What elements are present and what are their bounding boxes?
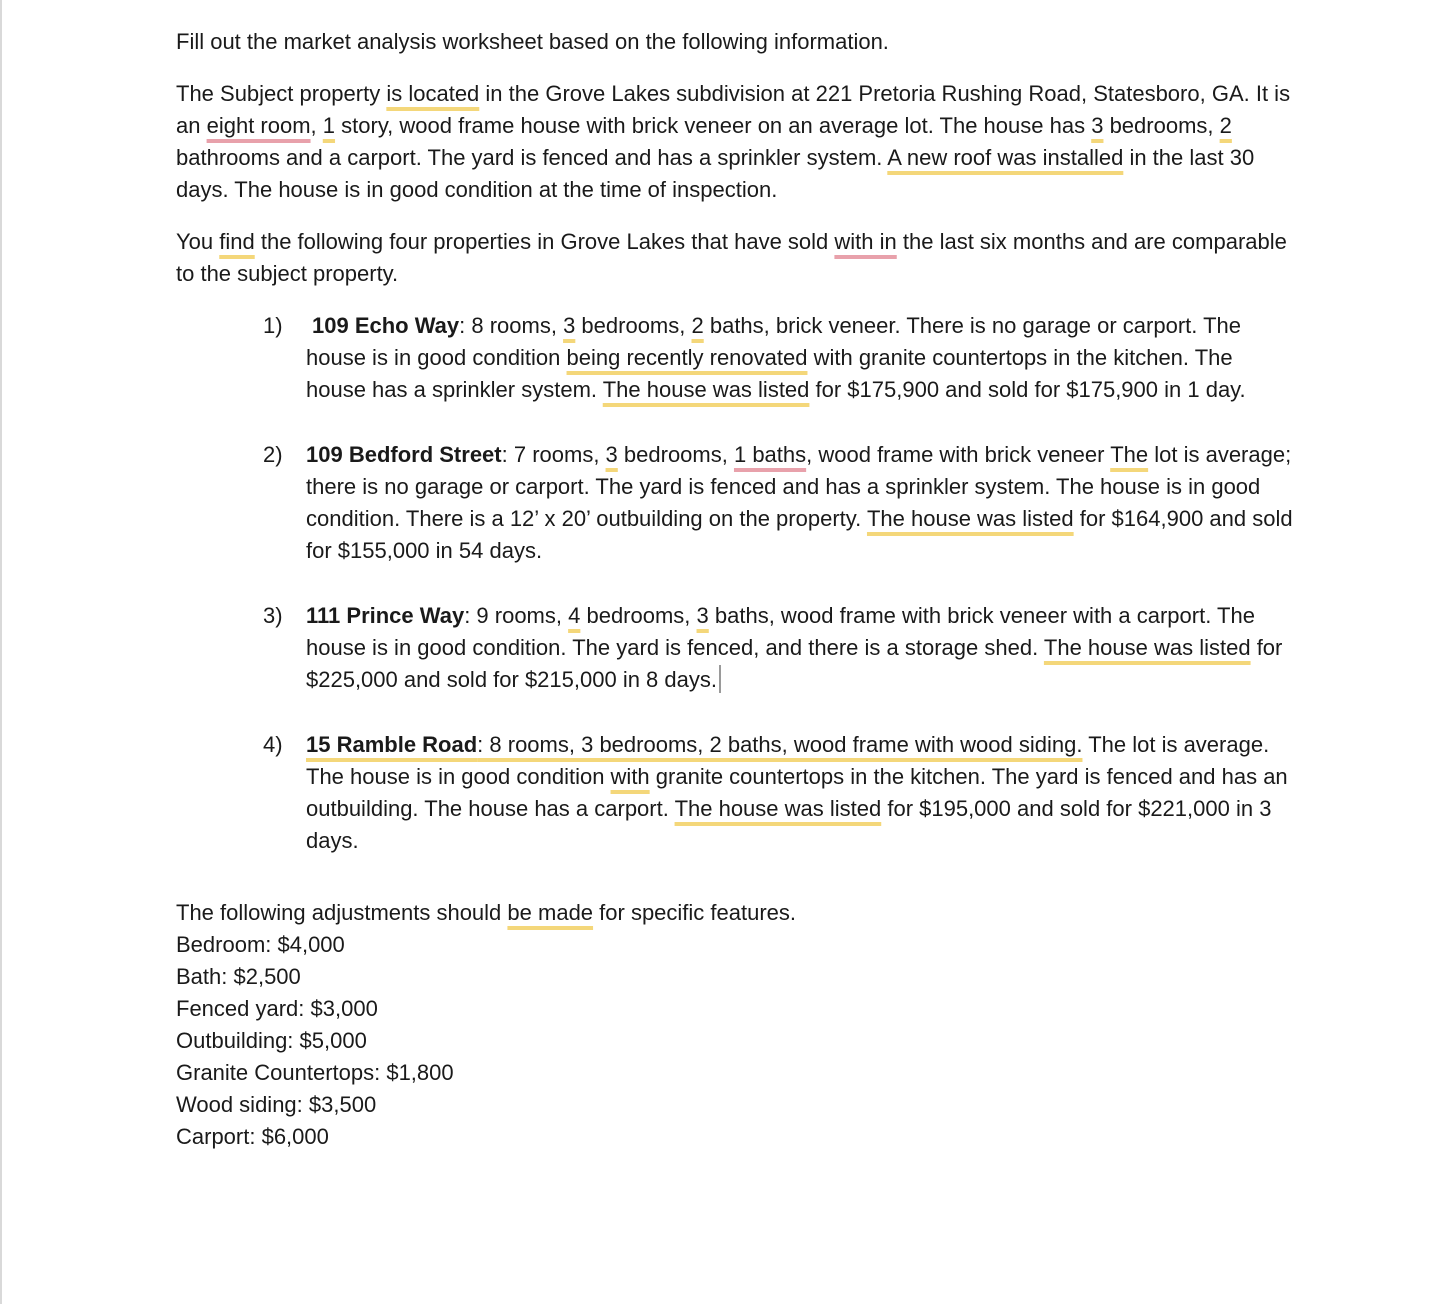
adjustment-wood-siding: Wood siding: $3,500 <box>176 1092 377 1117</box>
grammar-underline[interactable]: 2 <box>691 313 704 338</box>
grammar-underline[interactable]: is located <box>386 81 480 106</box>
grammar-underline[interactable]: The house was listed <box>602 377 810 402</box>
grammar-underline[interactable]: 4 <box>568 603 581 628</box>
grammar-underline[interactable]: A new roof was installed <box>887 145 1124 170</box>
grammar-underline[interactable]: being recently renovated <box>566 345 808 370</box>
spelling-underline[interactable]: 1 baths <box>733 442 807 467</box>
list-item-text: 111 Prince Way: 9 rooms, 4 bedrooms, 3 baths, wood frame with brick veneer with a carport. The house is in good condition. The yard is fenced, and there is a storage shed. The house was listed for $225,000 and sold for $215,000 in 8 days. <box>306 603 1283 692</box>
document-body <box>176 26 1296 1153</box>
grammar-underline[interactable]: 3 <box>696 603 709 628</box>
subject-property-paragraph: The Subject property is located in the Grove Lakes subdivision at 221 Pretoria Rushing Road, Statesboro, GA. It is an eight room, 1 story, wood frame house with brick veneer on an average lot. The house has 3 bedrooms, 2 bathrooms and a carport. The yard is fenced and has a sprinkler system. A new roof was installed in the last 30 days. The house is in good condition at the time of inspection. <box>176 81 1291 202</box>
spelling-underline[interactable]: with in <box>834 229 897 254</box>
adjustment-bedroom: Bedroom: $4,000 <box>176 932 345 957</box>
grammar-underline[interactable]: The house was listed <box>674 796 882 821</box>
grammar-underline[interactable]: 3 <box>563 313 576 338</box>
text-cursor <box>719 665 721 693</box>
grammar-underline[interactable]: 1 <box>322 113 336 138</box>
grammar-underline[interactable]: The house was listed <box>866 506 1074 531</box>
comparables-list <box>263 310 1296 857</box>
adjustment-bath: Bath: $2,500 <box>176 964 301 989</box>
property-address: 15 Ramble Road <box>306 732 478 757</box>
list-number: 4) <box>263 732 283 757</box>
grammar-underline[interactable]: find <box>219 229 255 254</box>
adjustment-granite-countertops: Granite Countertops: $1,800 <box>176 1060 454 1085</box>
list-item <box>263 600 1296 696</box>
grammar-underline[interactable]: The <box>1110 442 1149 467</box>
list-item <box>263 439 1296 567</box>
property-address: 111 Prince Way <box>306 603 465 628</box>
adjustments-intro: The following adjustments should be made for specific features. <box>176 900 797 925</box>
grammar-underline[interactable]: 2 <box>1219 113 1232 138</box>
list-item <box>263 729 1296 857</box>
grammar-underline[interactable]: The house was listed <box>1043 635 1251 660</box>
list-item-text: 15 Ramble Road: 8 rooms, 3 bedrooms, 2 baths, wood frame with wood siding. The lot is average. The house is in good condition with granite countertops in the kitchen. The yard is fenced and has an outbuilding. The house has a carport. The house was listed for $195,000 and sold for $221,000 in 3 days. <box>306 732 1288 853</box>
spelling-underline[interactable]: eight room <box>206 113 311 138</box>
list-item-text: 109 Echo Way: 8 rooms, 3 bedrooms, 2 baths, brick veneer. There is no garage or carport. The house is in good condition being recently renovated with granite countertops in the kitchen. The house has a sprinkler system. The house was listed for $175,900 and sold for $175,900 in 1 day. <box>306 313 1246 402</box>
page-edge <box>0 0 2 1304</box>
grammar-underline[interactable]: be made <box>507 900 594 925</box>
list-item <box>263 310 1296 406</box>
adjustment-carport: Carport: $6,000 <box>176 1124 329 1149</box>
list-number: 3) <box>263 603 283 628</box>
grammar-underline[interactable]: 3 <box>1091 113 1104 138</box>
list-number: 1) <box>263 313 283 338</box>
instruction-paragraph: Fill out the market analysis worksheet based on the following information. <box>176 29 889 54</box>
property-address: 109 Echo Way <box>312 313 460 338</box>
adjustment-outbuilding: Outbuilding: $5,000 <box>176 1028 367 1053</box>
comparables-intro-paragraph: You find the following four properties in Grove Lakes that have sold with in the last six months and are comparable to the subject property. <box>176 229 1287 286</box>
adjustments-section <box>176 897 1296 1153</box>
list-number: 2) <box>263 442 283 467</box>
adjustment-fenced-yard: Fenced yard: $3,000 <box>176 996 378 1021</box>
grammar-underline[interactable]: with <box>610 764 650 789</box>
grammar-underline[interactable]: 3 <box>605 442 618 467</box>
property-address: 109 Bedford Street <box>306 442 502 467</box>
grammar-underline[interactable]: 15 Ramble Road: 8 rooms, 3 bedrooms, 2 baths, wood frame with wood siding. <box>306 732 1083 757</box>
list-item-text: 109 Bedford Street: 7 rooms, 3 bedrooms, 1 baths, wood frame with brick veneer The lot is average; there is no garage or carport. The yard is fenced and has a sprinkler system. The house is in good condition. There is a 12’ x 20’ outbuilding on the property. The house was listed for $164,900 and sold for $155,000 in 54 days. <box>306 442 1293 563</box>
